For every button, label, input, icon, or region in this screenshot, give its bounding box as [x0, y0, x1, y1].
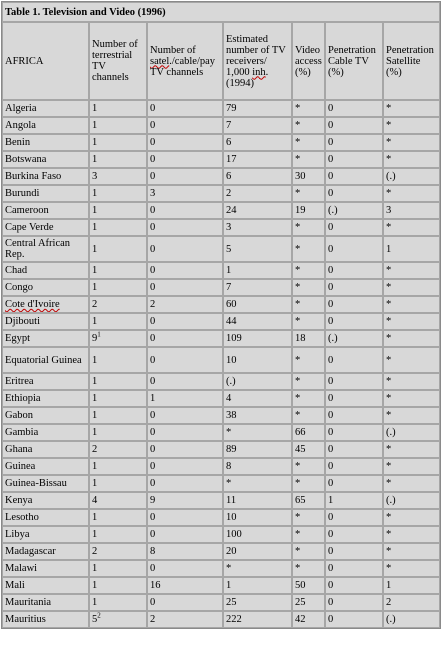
cell-cable: 0 — [325, 560, 383, 577]
cell-satel-cable: 0 — [147, 509, 223, 526]
table-row — [2, 407, 440, 424]
cell-country: Cameroon — [2, 202, 89, 219]
cell-video: * — [292, 373, 325, 390]
table-row — [2, 594, 440, 611]
cell-receivers: 89 — [223, 441, 292, 458]
table-row — [2, 577, 440, 594]
table-row — [2, 117, 440, 134]
cell-satellite: * — [383, 347, 440, 373]
cell-cable: 0 — [325, 441, 383, 458]
cell-country: Mauritania — [2, 594, 89, 611]
cell-country: Eritrea — [2, 373, 89, 390]
cell-satel-cable: 0 — [147, 594, 223, 611]
cell-cable: 0 — [325, 594, 383, 611]
cell-video: * — [292, 475, 325, 492]
cell-cable: 0 — [325, 117, 383, 134]
cell-terrestrial: 2 — [89, 441, 147, 458]
cell-satellite: * — [383, 100, 440, 117]
cell-terrestrial: 1 — [89, 594, 147, 611]
cell-country: Burundi — [2, 185, 89, 202]
cell-receivers: 2 — [223, 185, 292, 202]
cell-terrestrial: 1 — [89, 117, 147, 134]
cell-video: * — [292, 100, 325, 117]
cell-receivers: 5 — [223, 236, 292, 262]
cell-satel-cable: 0 — [147, 134, 223, 151]
cell-country: Egypt — [2, 330, 89, 347]
cell-country: Kenya — [2, 492, 89, 509]
cell-terrestrial: 2 — [89, 296, 147, 313]
cell-receivers: 20 — [223, 543, 292, 560]
cell-satellite: * — [383, 390, 440, 407]
cell-satellite: * — [383, 560, 440, 577]
cell-cable: 0 — [325, 296, 383, 313]
table-row — [2, 134, 440, 151]
cell-receivers: 10 — [223, 509, 292, 526]
cell-satellite: (.) — [383, 424, 440, 441]
table-row — [2, 390, 440, 407]
cell-satel-cable: 0 — [147, 151, 223, 168]
table-row — [2, 219, 440, 236]
cell-country: Lesotho — [2, 509, 89, 526]
cell-country: Ghana — [2, 441, 89, 458]
cell-satel-cable: 0 — [147, 424, 223, 441]
table-row — [2, 100, 440, 117]
cell-cable: 0 — [325, 168, 383, 185]
cell-terrestrial: 4 — [89, 492, 147, 509]
cell-cable: 0 — [325, 577, 383, 594]
header-cable: Penetration Cable TV (%) — [325, 22, 383, 100]
table-row — [2, 373, 440, 390]
cell-receivers: 10 — [223, 347, 292, 373]
cell-satellite: * — [383, 117, 440, 134]
cell-video: * — [292, 134, 325, 151]
cell-country: Angola — [2, 117, 89, 134]
cell-video: 50 — [292, 577, 325, 594]
cell-country: Madagascar — [2, 543, 89, 560]
cell-satel-cable: 0 — [147, 373, 223, 390]
header-row — [2, 22, 440, 100]
cell-terrestrial: 1 — [89, 509, 147, 526]
cell-country: Djibouti — [2, 313, 89, 330]
table-row — [2, 509, 440, 526]
cell-video: 18 — [292, 330, 325, 347]
cell-terrestrial: 1 — [89, 373, 147, 390]
table-row — [2, 296, 440, 313]
cell-terrestrial: 1 — [89, 262, 147, 279]
cell-cable: 0 — [325, 390, 383, 407]
cell-satellite: * — [383, 441, 440, 458]
table-row — [2, 313, 440, 330]
cell-satellite: 3 — [383, 202, 440, 219]
cell-terrestrial: 1 — [89, 390, 147, 407]
cell-cable: 1 — [325, 492, 383, 509]
cell-receivers: 4 — [223, 390, 292, 407]
cell-video: * — [292, 390, 325, 407]
cell-video: * — [292, 560, 325, 577]
cell-video: 30 — [292, 168, 325, 185]
cell-country: Congo — [2, 279, 89, 296]
cell-satellite: * — [383, 475, 440, 492]
header-satellite: Penetration Satellite (%) — [383, 22, 440, 100]
cell-satel-cable: 0 — [147, 475, 223, 492]
table-row — [2, 475, 440, 492]
cell-receivers: * — [223, 560, 292, 577]
cell-satel-cable: 0 — [147, 100, 223, 117]
cell-receivers: 100 — [223, 526, 292, 543]
cell-receivers: 7 — [223, 117, 292, 134]
cell-country: Central African Rep. — [2, 236, 89, 262]
cell-terrestrial: 1 — [89, 202, 147, 219]
cell-receivers: 6 — [223, 134, 292, 151]
cell-cable: 0 — [325, 475, 383, 492]
table-row — [2, 458, 440, 475]
cell-cable: 0 — [325, 424, 383, 441]
cell-video: * — [292, 509, 325, 526]
table-row — [2, 279, 440, 296]
cell-cable: 0 — [325, 543, 383, 560]
cell-cable: 0 — [325, 219, 383, 236]
cell-satellite: 1 — [383, 236, 440, 262]
cell-satellite: * — [383, 330, 440, 347]
cell-video: * — [292, 526, 325, 543]
cell-terrestrial: 1 — [89, 151, 147, 168]
cell-terrestrial: 1 — [89, 100, 147, 117]
cell-cable: 0 — [325, 611, 383, 628]
cell-video: * — [292, 117, 325, 134]
cell-video: * — [292, 543, 325, 560]
cell-cable: (.) — [325, 202, 383, 219]
table-row — [2, 560, 440, 577]
cell-receivers: * — [223, 424, 292, 441]
cell-cable: 0 — [325, 262, 383, 279]
table-row — [2, 347, 440, 373]
header-terrestrial: Number of terrestrial TV channels — [89, 22, 147, 100]
cell-video: * — [292, 185, 325, 202]
cell-satellite: * — [383, 219, 440, 236]
cell-satellite: * — [383, 185, 440, 202]
cell-cable: 0 — [325, 236, 383, 262]
cell-receivers: 1 — [223, 262, 292, 279]
cell-receivers: 17 — [223, 151, 292, 168]
cell-satel-cable: 0 — [147, 458, 223, 475]
cell-satel-cable: 2 — [147, 296, 223, 313]
cell-video: 45 — [292, 441, 325, 458]
cell-satellite: * — [383, 458, 440, 475]
cell-country: Cape Verde — [2, 219, 89, 236]
cell-video: 66 — [292, 424, 325, 441]
cell-terrestrial: 1 — [89, 134, 147, 151]
table-row — [2, 151, 440, 168]
table-row — [2, 543, 440, 560]
table-row — [2, 202, 440, 219]
cell-receivers: 7 — [223, 279, 292, 296]
cell-receivers: 109 — [223, 330, 292, 347]
table-row — [2, 611, 440, 628]
cell-country: Malawi — [2, 560, 89, 577]
cell-satellite: * — [383, 296, 440, 313]
cell-terrestrial: 1 — [89, 185, 147, 202]
cell-country: Chad — [2, 262, 89, 279]
cell-country: Gabon — [2, 407, 89, 424]
cell-video: 19 — [292, 202, 325, 219]
cell-video: * — [292, 151, 325, 168]
cell-satellite: * — [383, 262, 440, 279]
cell-terrestrial: 1 — [89, 424, 147, 441]
table-row — [2, 262, 440, 279]
cell-video: * — [292, 458, 325, 475]
cell-country: Botswana — [2, 151, 89, 168]
cell-satel-cable: 0 — [147, 441, 223, 458]
cell-satel-cable: 0 — [147, 219, 223, 236]
cell-terrestrial: 1 — [89, 236, 147, 262]
cell-satel-cable: 0 — [147, 407, 223, 424]
cell-cable: 0 — [325, 373, 383, 390]
cell-country: Gambia — [2, 424, 89, 441]
table-row — [2, 168, 440, 185]
cell-satel-cable: 0 — [147, 236, 223, 262]
cell-satellite: * — [383, 373, 440, 390]
header-region: AFRICA — [2, 22, 89, 100]
cell-receivers: (.) — [223, 373, 292, 390]
cell-video: * — [292, 219, 325, 236]
cell-cable: 0 — [325, 185, 383, 202]
cell-satellite: * — [383, 509, 440, 526]
cell-video: * — [292, 296, 325, 313]
cell-satellite: * — [383, 134, 440, 151]
header-receivers: Estimated number of TV receivers/ 1,000 inh. (1994) — [223, 22, 292, 100]
data-table — [1, 1, 441, 629]
cell-satel-cable: 0 — [147, 202, 223, 219]
cell-terrestrial: 1 — [89, 560, 147, 577]
cell-cable: 0 — [325, 407, 383, 424]
cell-terrestrial: 1 — [89, 577, 147, 594]
cell-video: * — [292, 313, 325, 330]
cell-country: Guinea — [2, 458, 89, 475]
cell-satel-cable: 0 — [147, 279, 223, 296]
table-row — [2, 236, 440, 262]
cell-receivers: * — [223, 475, 292, 492]
cell-cable: 0 — [325, 526, 383, 543]
cell-country: Ethiopia — [2, 390, 89, 407]
cell-satel-cable: 1 — [147, 390, 223, 407]
cell-satel-cable: 0 — [147, 117, 223, 134]
cell-satellite: * — [383, 526, 440, 543]
cell-cable: 0 — [325, 313, 383, 330]
cell-terrestrial: 1 — [89, 458, 147, 475]
cell-satel-cable: 8 — [147, 543, 223, 560]
cell-satel-cable: 0 — [147, 560, 223, 577]
cell-cable: (.) — [325, 330, 383, 347]
table-row — [2, 492, 440, 509]
cell-video: * — [292, 407, 325, 424]
cell-country: Equatorial Guinea — [2, 347, 89, 373]
cell-receivers: 1 — [223, 577, 292, 594]
cell-video: 25 — [292, 594, 325, 611]
cell-satel-cable: 3 — [147, 185, 223, 202]
cell-satellite: (.) — [383, 611, 440, 628]
cell-cable: 0 — [325, 151, 383, 168]
table-row — [2, 330, 440, 347]
cell-receivers: 38 — [223, 407, 292, 424]
cell-terrestrial: 1 — [89, 407, 147, 424]
cell-country: Cote d'Ivoire — [2, 296, 89, 313]
cell-terrestrial: 1 — [89, 219, 147, 236]
cell-terrestrial: 1 — [89, 475, 147, 492]
cell-satellite: * — [383, 407, 440, 424]
cell-terrestrial: 2 — [89, 543, 147, 560]
table-row — [2, 526, 440, 543]
cell-satellite: 2 — [383, 594, 440, 611]
cell-satellite: (.) — [383, 492, 440, 509]
cell-receivers: 8 — [223, 458, 292, 475]
cell-satellite: * — [383, 543, 440, 560]
cell-satellite: 1 — [383, 577, 440, 594]
cell-cable: 0 — [325, 100, 383, 117]
cell-satel-cable: 0 — [147, 526, 223, 543]
cell-video: * — [292, 347, 325, 373]
cell-satellite: * — [383, 313, 440, 330]
header-satel-cable: Number of satel./cable/pay TV channels — [147, 22, 223, 100]
cell-satel-cable: 0 — [147, 313, 223, 330]
cell-receivers: 222 — [223, 611, 292, 628]
cell-receivers: 60 — [223, 296, 292, 313]
cell-receivers: 3 — [223, 219, 292, 236]
cell-cable: 0 — [325, 509, 383, 526]
cell-receivers: 6 — [223, 168, 292, 185]
cell-country: Mali — [2, 577, 89, 594]
cell-satel-cable: 0 — [147, 347, 223, 373]
footnote-marker: 1 — [97, 330, 101, 339]
cell-video: * — [292, 262, 325, 279]
cell-terrestrial: 1 — [89, 526, 147, 543]
cell-country: Benin — [2, 134, 89, 151]
cell-satel-cable: 0 — [147, 330, 223, 347]
cell-satel-cable: 2 — [147, 611, 223, 628]
cell-receivers: 11 — [223, 492, 292, 509]
cell-country: Mauritius — [2, 611, 89, 628]
cell-satellite: (.) — [383, 168, 440, 185]
cell-terrestrial: $9^1$ — [89, 330, 147, 347]
cell-terrestrial: 1 — [89, 313, 147, 330]
cell-video: * — [292, 236, 325, 262]
cell-receivers: 25 — [223, 594, 292, 611]
cell-receivers: 24 — [223, 202, 292, 219]
footnote-marker: 2 — [97, 611, 101, 620]
cell-satellite: * — [383, 279, 440, 296]
cell-satel-cable: 9 — [147, 492, 223, 509]
table-row — [2, 424, 440, 441]
cell-country: Algeria — [2, 100, 89, 117]
cell-country: Burkina Faso — [2, 168, 89, 185]
table-title: Table 1. Television and Video (1996) — [2, 2, 440, 22]
cell-video: 42 — [292, 611, 325, 628]
cell-video: * — [292, 279, 325, 296]
cell-satellite: * — [383, 151, 440, 168]
cell-receivers: 44 — [223, 313, 292, 330]
cell-satel-cable: 0 — [147, 168, 223, 185]
cell-cable: 0 — [325, 458, 383, 475]
cell-cable: 0 — [325, 134, 383, 151]
header-video: Video access (%) — [292, 22, 325, 100]
cell-cable: 0 — [325, 279, 383, 296]
cell-cable: 0 — [325, 347, 383, 373]
cell-video: 65 — [292, 492, 325, 509]
cell-country: Guinea-Bissau — [2, 475, 89, 492]
table-row — [2, 185, 440, 202]
cell-satel-cable: 16 — [147, 577, 223, 594]
cell-receivers: 79 — [223, 100, 292, 117]
cell-terrestrial: 1 — [89, 347, 147, 373]
table-row — [2, 441, 440, 458]
cell-satel-cable: 0 — [147, 262, 223, 279]
cell-terrestrial: 1 — [89, 279, 147, 296]
cell-terrestrial: 3 — [89, 168, 147, 185]
cell-country: Libya — [2, 526, 89, 543]
cell-terrestrial: $5^2$ — [89, 611, 147, 628]
